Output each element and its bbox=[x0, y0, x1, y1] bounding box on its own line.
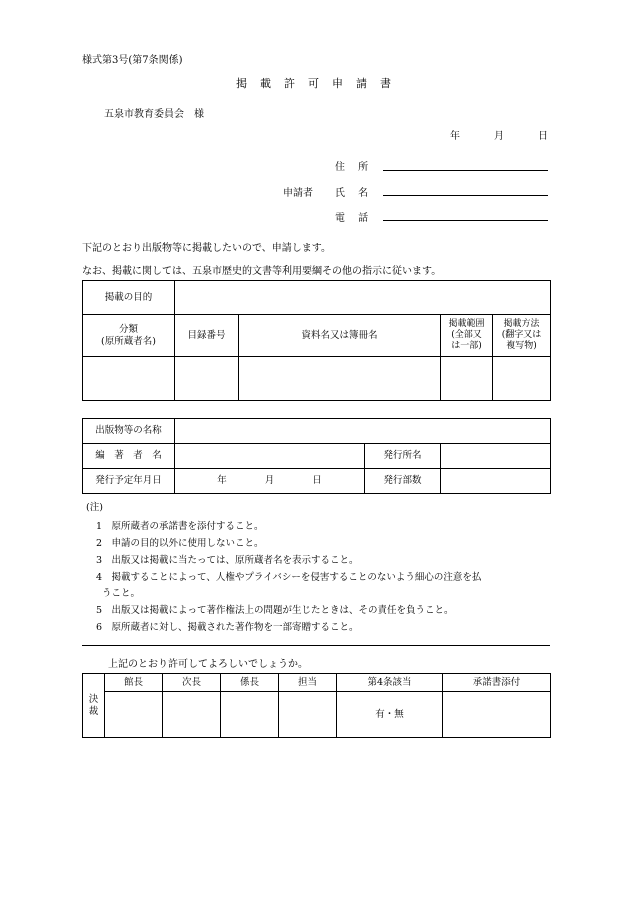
consent-cell[interactable] bbox=[443, 692, 551, 738]
col-deputy: 次長 bbox=[163, 674, 221, 692]
publisher-cell[interactable] bbox=[441, 444, 551, 469]
col-director: 館長 bbox=[105, 674, 163, 692]
note-item: 4 掲載することによって、人権やプライバシーを侵害することのないよう細心の注意を払 bbox=[96, 572, 482, 583]
range-header bbox=[441, 315, 493, 357]
material-name-header: 資料名又は簿冊名 bbox=[239, 315, 441, 357]
method-header bbox=[493, 315, 551, 357]
note-item: 5 出版又は掲載によって著作権法上の問題が生じたときは、その責任を負うこと。 bbox=[96, 605, 454, 616]
name-line[interactable] bbox=[383, 195, 548, 196]
pub-day-label: 日 bbox=[312, 475, 322, 487]
note-item: 3 出版又は掲載に当たっては、原所蔵者名を表示すること。 bbox=[96, 555, 359, 566]
page-title: 掲載許可申請書 bbox=[236, 77, 404, 90]
copies-label: 発行部数 bbox=[365, 469, 441, 494]
date-day: 日 bbox=[538, 131, 548, 142]
pub-date-cell[interactable] bbox=[175, 469, 365, 494]
range-label-1: 掲載範囲 bbox=[448, 318, 485, 329]
date-month: 月 bbox=[494, 131, 504, 142]
range-label-2: (全部又 bbox=[451, 329, 482, 340]
phone-label: 電 話 bbox=[335, 213, 374, 224]
category-label-2: (原所蔵者名) bbox=[101, 335, 156, 347]
category-cell[interactable] bbox=[83, 357, 175, 401]
phone-line[interactable] bbox=[383, 220, 548, 221]
date-year: 年 bbox=[450, 131, 460, 142]
pub-month-label: 月 bbox=[264, 475, 275, 487]
approval-table bbox=[82, 673, 551, 738]
addressee: 五泉市教育委員会 様 bbox=[104, 109, 204, 120]
form-number: 様式第3号(第7条関係) bbox=[82, 55, 183, 66]
col-staff: 担当 bbox=[279, 674, 337, 692]
purpose-label: 掲載の目的 bbox=[83, 281, 175, 315]
publication-name-cell[interactable] bbox=[175, 419, 551, 444]
note-item: 1 原所蔵者の承諾書を添付すること。 bbox=[96, 521, 264, 532]
publication-table bbox=[82, 418, 551, 494]
article4-cell[interactable]: 有・無 bbox=[337, 692, 443, 738]
note-item: 2 申請の目的以外に使用しないこと。 bbox=[96, 538, 264, 549]
copies-cell[interactable] bbox=[441, 469, 551, 494]
approval-question: 上記のとおり許可してよろしいでしょうか。 bbox=[108, 659, 308, 670]
address-label: 住 所 bbox=[335, 162, 374, 173]
method-label-3: 複写物) bbox=[506, 341, 537, 352]
intro-line-2: なお、掲載に関しては、五泉市歴史的文書等利用要綱その他の指示に従います。 bbox=[82, 266, 442, 277]
material-table bbox=[82, 280, 551, 401]
chief-stamp-cell[interactable] bbox=[221, 692, 279, 738]
editor-label: 編 著 者 名 bbox=[83, 444, 175, 469]
catalog-no-cell[interactable] bbox=[175, 357, 239, 401]
kessai-label bbox=[83, 674, 105, 738]
editor-cell[interactable] bbox=[175, 444, 365, 469]
material-name-cell[interactable] bbox=[239, 357, 441, 401]
director-stamp-cell[interactable] bbox=[105, 692, 163, 738]
notes-heading: (注) bbox=[86, 502, 103, 513]
purpose-value[interactable] bbox=[175, 281, 551, 315]
publication-name-label: 出版物等の名称 bbox=[83, 419, 175, 444]
category-label-1: 分類 bbox=[118, 323, 138, 335]
method-label-2: (翻字又は bbox=[501, 329, 542, 340]
catalog-no-header: 目録番号 bbox=[175, 315, 239, 357]
pub-year-label: 年 bbox=[217, 475, 227, 487]
category-header bbox=[83, 315, 175, 357]
note-item-continued: うこと。 bbox=[102, 588, 141, 599]
staff-stamp-cell[interactable] bbox=[279, 692, 337, 738]
col-consent: 承諾書添付 bbox=[443, 674, 551, 692]
note-item: 6 原所蔵者に対し、掲載された著作物を一部寄贈すること。 bbox=[96, 622, 359, 633]
method-cell[interactable] bbox=[493, 357, 551, 401]
range-label-3: は一部) bbox=[451, 341, 482, 352]
address-line[interactable] bbox=[383, 170, 548, 171]
divider bbox=[82, 645, 550, 646]
intro-line-1: 下記のとおり出版物等に掲載したいので、申請します。 bbox=[82, 243, 331, 254]
kessai-char-2: 裁 bbox=[88, 705, 99, 717]
col-article4: 第4条該当 bbox=[337, 674, 443, 692]
name-label: 氏 名 bbox=[335, 188, 374, 199]
deputy-stamp-cell[interactable] bbox=[163, 692, 221, 738]
range-cell[interactable] bbox=[441, 357, 493, 401]
applicant-label: 申請者 bbox=[283, 188, 313, 199]
publisher-label: 発行所名 bbox=[365, 444, 441, 469]
col-chief: 係長 bbox=[221, 674, 279, 692]
kessai-char-1: 決 bbox=[88, 693, 99, 705]
pub-date-label: 発行予定年月日 bbox=[83, 469, 175, 494]
method-label-1: 掲載方法 bbox=[503, 318, 540, 329]
